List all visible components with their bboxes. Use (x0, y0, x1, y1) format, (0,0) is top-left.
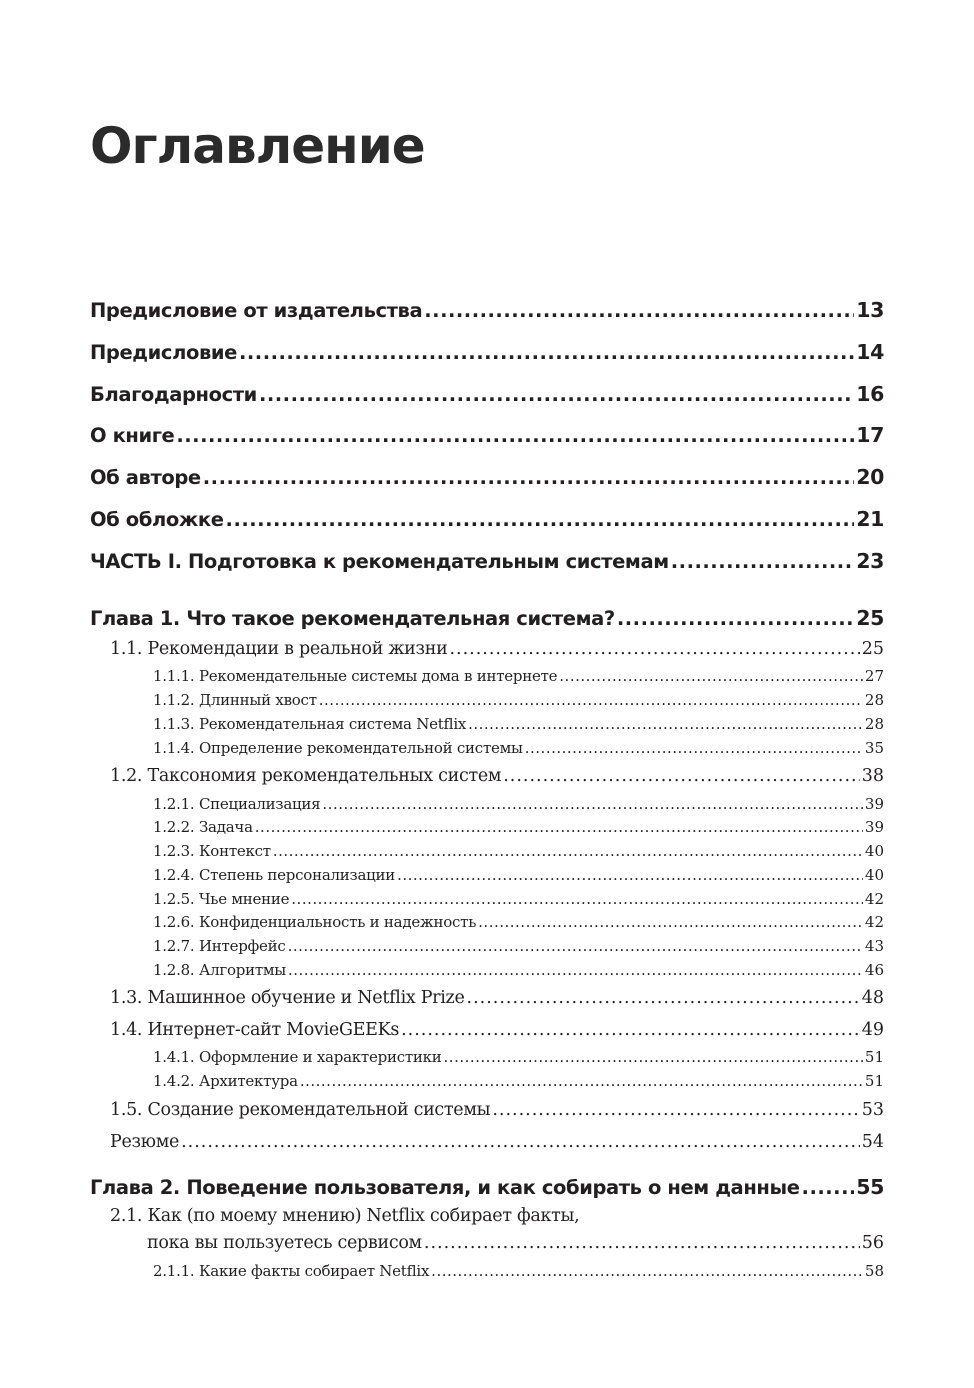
leader-dots (288, 937, 863, 955)
toc-entry-label: 1.1. Рекомендации в реальной жизни (110, 639, 448, 659)
toc-entry-label: Резюме (110, 1132, 180, 1152)
leader-dots (503, 766, 860, 786)
toc-entry-section-1-4-2[interactable] (153, 1072, 884, 1094)
toc-entry-label: 1.1.1. Рекомендательные системы дома в интернете (153, 667, 558, 685)
toc-entry-label: 1.2.1. Специализация (153, 795, 321, 813)
leader-dots (468, 715, 863, 733)
toc-entry-label: 1.3. Машинное обучение и Netflix Prize (110, 988, 465, 1008)
toc-entry-section-1-2-1[interactable] (153, 795, 884, 817)
toc-entry-section-1-2-7[interactable] (153, 937, 884, 959)
leader-dots (401, 1020, 860, 1040)
toc-entry-page: 38 (861, 766, 884, 786)
toc-entry-label: 1.2.7. Интерфейс (153, 937, 286, 955)
toc-entry-page: 43 (864, 937, 884, 955)
leader-dots (226, 508, 855, 531)
leader-dots (319, 691, 863, 709)
toc-entry-section-1-2-5[interactable] (153, 890, 884, 912)
leader-dots (255, 818, 863, 836)
toc-entry-section-1-1[interactable] (110, 639, 884, 665)
leader-dots (431, 1262, 863, 1280)
toc-entry-page: 51 (864, 1048, 884, 1066)
leader-dots (322, 795, 863, 813)
leader-dots (802, 1176, 855, 1199)
toc-entry-label: Об авторе (90, 466, 201, 489)
toc-entry-page: 58 (864, 1262, 884, 1280)
leader-dots (467, 988, 860, 1008)
toc-entry-about-book[interactable] (90, 423, 884, 455)
toc-entry-label: 1.1.3. Рекомендательная система Netflix (153, 715, 467, 733)
toc-entry-label: 1.4. Интернет-сайт MovieGEEKs (110, 1020, 400, 1040)
toc-entry-page: 28 (864, 715, 884, 733)
toc-entry-page: 14 (856, 340, 884, 364)
toc-entry-label: 1.2.3. Контекст (153, 842, 271, 860)
toc-entry-page: 40 (864, 866, 884, 884)
toc-entry-section-1-1-4[interactable] (153, 739, 884, 761)
toc-entry-section-1-5[interactable] (110, 1100, 884, 1126)
leader-dots (449, 639, 859, 659)
toc-entry-page: 53 (861, 1100, 884, 1120)
leader-dots (291, 890, 863, 908)
toc-entry-section-2-1-line1: 2.1. Как (по моему мнению) Netflix собирает факты, (110, 1206, 580, 1226)
leader-dots (559, 667, 863, 685)
leader-dots (671, 550, 855, 573)
toc-entry-page: 55 (856, 1175, 884, 1199)
toc-entry-section-1-2-4[interactable] (153, 866, 884, 888)
toc-entry-label: 1.5. Создание рекомендательной системы (110, 1100, 491, 1120)
toc-entry-label: 2.1.1. Какие факты собирает Netflix (153, 1262, 430, 1280)
leader-dots (239, 341, 854, 364)
toc-entry-label: О книге (90, 424, 175, 447)
leader-dots (478, 913, 863, 931)
toc-entry-chapter-2[interactable] (90, 1175, 884, 1207)
toc-entry-page: 46 (864, 961, 884, 979)
toc-entry-label: Глава 1. Что такое рекомендательная система? (90, 607, 615, 630)
toc-entry-section-1-3[interactable] (110, 988, 884, 1014)
leader-dots (259, 383, 854, 406)
leader-dots (525, 739, 863, 757)
toc-entry-acknowledgements[interactable] (90, 382, 884, 414)
toc-entry-page: 20 (856, 465, 884, 489)
toc-entry-page: 21 (856, 507, 884, 531)
toc-entry-section-2-1[interactable] (147, 1233, 884, 1259)
toc-entry-section-1-1-3[interactable] (153, 715, 884, 737)
toc-entry-label: 1.2.5. Чье мнение (153, 890, 290, 908)
leader-dots (424, 1233, 860, 1253)
toc-entry-page: 17 (856, 423, 884, 447)
toc-entry-page: 35 (864, 739, 884, 757)
toc-entry-page: 40 (864, 842, 884, 860)
toc-entry-label: Благодарности (90, 383, 257, 406)
toc-entry-about-cover[interactable] (90, 507, 884, 539)
toc-entry-page: 25 (861, 639, 884, 659)
leader-dots (444, 1048, 863, 1066)
leader-dots (300, 1072, 863, 1090)
toc-entry-label: 1.2. Таксономия рекомендательных систем (110, 766, 502, 786)
toc-entry-label: 1.4.2. Архитектура (153, 1072, 298, 1090)
toc-entry-label: 1.1.2. Длинный хвост (153, 691, 317, 709)
toc-entry-label: 1.2.4. Степень персонализации (153, 866, 396, 884)
leader-dots (424, 299, 854, 322)
leader-dots (492, 1100, 859, 1120)
toc-entry-label: Об обложке (90, 508, 224, 531)
toc-entry-page: 51 (864, 1072, 884, 1090)
toc-entry-page: 48 (861, 988, 884, 1008)
toc-entry-label: 1.2.2. Задача (153, 818, 253, 836)
toc-entry-section-1-2-3[interactable] (153, 842, 884, 864)
toc-entry-label: ЧАСТЬ I. Подготовка к рекомендательным системам (90, 550, 669, 573)
leader-dots (176, 424, 854, 447)
toc-entry-section-1-1-1[interactable] (153, 667, 884, 689)
toc-entry-page: 27 (864, 667, 884, 685)
toc-entry-preface[interactable] (90, 340, 884, 372)
toc-entry-label: 1.1.4. Определение рекомендательной системы (153, 739, 523, 757)
page-title: Оглавление (90, 117, 425, 175)
toc-entry-section-1-2-6[interactable] (153, 913, 884, 935)
toc-entry-page: 25 (856, 606, 884, 630)
leader-dots (288, 961, 863, 979)
toc-entry-label: 1.2.6. Конфиденциальность и надежность (153, 913, 477, 931)
toc-entry-section-1-1-2[interactable] (153, 691, 884, 713)
leader-dots (397, 866, 863, 884)
toc-entry-label: Предисловие от издательства (90, 299, 423, 322)
toc-entry-page: 28 (864, 691, 884, 709)
toc-entry-section-1-2-2[interactable] (153, 818, 884, 840)
toc-entry-page: 13 (856, 298, 884, 322)
toc-entry-summary[interactable] (110, 1132, 884, 1158)
toc-entry-label: Глава 2. Поведение пользователя, и как собирать о нем данные (90, 1176, 800, 1199)
toc-entry-page: 42 (864, 913, 884, 931)
toc-entry-label: пока вы пользуетесь сервисом (147, 1233, 422, 1253)
toc-entry-section-1-4[interactable] (110, 1020, 884, 1046)
toc-entry-section-1-4-1[interactable] (153, 1048, 884, 1070)
toc-entry-section-1-2[interactable] (110, 766, 884, 792)
toc-entry-page: 16 (856, 382, 884, 406)
toc-entry-page: 56 (861, 1233, 884, 1253)
toc-entry-publisher-preface[interactable] (90, 298, 884, 330)
toc-entry-about-author[interactable] (90, 465, 884, 497)
toc-entry-page: 49 (861, 1020, 884, 1040)
leader-dots (203, 466, 855, 489)
toc-entry-page: 54 (861, 1132, 884, 1152)
toc-entry-label: 1.2.8. Алгоритмы (153, 961, 286, 979)
toc-entry-page: 39 (864, 818, 884, 836)
toc-entry-page: 42 (864, 890, 884, 908)
toc-entry-section-1-2-8[interactable] (153, 961, 884, 983)
toc-entry-part-1[interactable] (90, 549, 884, 581)
leader-dots (273, 842, 863, 860)
leader-dots (617, 607, 854, 630)
leader-dots (181, 1132, 860, 1152)
toc-entry-page: 23 (856, 549, 884, 573)
toc-entry-label: Предисловие (90, 341, 237, 364)
toc-entry-label: 1.4.1. Оформление и характеристики (153, 1048, 442, 1066)
toc-entry-section-2-1-1[interactable] (153, 1262, 884, 1284)
toc-entry-page: 39 (864, 795, 884, 813)
toc-entry-chapter-1[interactable] (90, 606, 884, 638)
